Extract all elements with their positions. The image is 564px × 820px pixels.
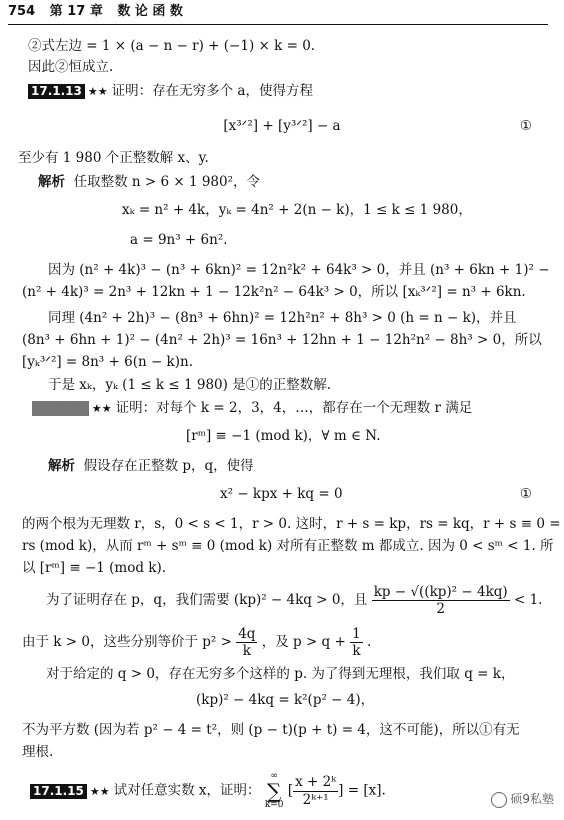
problem-17-1-14-heading [32, 398, 546, 419]
solution-line [48, 456, 546, 477]
fraction-denominator: k [352, 643, 361, 660]
text-line: rs (mod k)，从而 rᵐ + sᵐ ≡ 0 (mod k) 对所有正整数 m 都成立. 因为 0 < sᵐ < 1. 所 [22, 538, 554, 554]
watermark-text: 硕9私塾 [510, 792, 554, 806]
problem-17-1-15-heading [30, 772, 546, 810]
text-segment: = [x]. [347, 782, 386, 799]
fraction [350, 626, 363, 659]
problem-number-badge: 17.1.15 [30, 784, 87, 799]
text-line-with-fraction [22, 626, 546, 659]
text-segment: . [367, 634, 372, 651]
solution-text: 任取整数 n > 6 × 1 980²，令 [73, 174, 261, 190]
problem-statement: 试对任意实数 x，证明： [113, 782, 261, 799]
solution-text: 假设存在正整数 p，q，使得 [83, 458, 254, 474]
equation-2: xₖ = n² + 4k，yₖ = 4n² + 2(n − k)，1 ≤ k ≤ 1 980， [122, 202, 472, 218]
fraction-denominator: 2 [436, 601, 445, 618]
equation-6: (kp)² − 4kq = k²(p² − 4)， [196, 692, 375, 708]
text-line: 以 [rᵐ] ≡ −1 (mod k). [22, 560, 167, 576]
fraction-numerator: kp − √((kp)² − 4kq) [373, 584, 508, 600]
fraction [293, 774, 338, 807]
difficulty-stars-icon: ★★ [89, 784, 110, 798]
fraction-numerator: 4q [238, 626, 256, 642]
text-line: 对于给定的 q > 0，存在无穷多个这样的 p. 为了得到无理根，我们取 q = k， [46, 666, 515, 682]
fraction-denominator: 2ᵏ⁺¹ [302, 791, 329, 808]
solution-line [38, 172, 546, 193]
text-line: 同理 (4n² + 2h)³ − (8n³ + 6hn)² = 12h²n² + 8h³ > 0 (h = n − k)，并且 [48, 310, 517, 326]
problem-17-1-13-heading [28, 81, 546, 102]
text-line-with-fraction [46, 584, 546, 617]
summation-lower-limit: k=0 [264, 800, 284, 810]
text-line: (n² + 4k)³ = 2n³ + 12kn + 1 − 12k²n² − 64k³ > 0，所以 [xₖ³ᐟ²] = n³ + 6kn. [22, 284, 526, 300]
fraction-numerator: x + 2ᵏ [295, 774, 337, 791]
text-segment: 为了证明存在 p，q，我们需要 (kp)² − 4kq > 0，且 [46, 592, 368, 609]
summation-upper-limit: ∞ [270, 771, 278, 781]
text-line: 不为平方数 (因为若 p² − 4 = t²，则 (p − t)(p + t) = 4，这不可能)，所以①有无 [22, 722, 520, 738]
left-bracket: [ [287, 782, 294, 799]
right-bracket: ] [338, 782, 344, 799]
difficulty-stars-icon: ★★ [91, 402, 112, 415]
chapter-number: 第 17 章 [49, 4, 103, 19]
text-segment: < 1. [513, 592, 543, 609]
text-line: 因为 (n² + 4k)³ − (n³ + 6kn)² = 12n²k² + 64k³ > 0，并且 (n³ + 6kn + 1)² − [48, 262, 550, 278]
problem-number-badge: 17.1.13 [28, 84, 85, 99]
equation-5: x² − kpx + kq = 0 [220, 486, 343, 502]
equation-number: ① [519, 118, 532, 134]
wechat-icon [491, 792, 507, 808]
problem-statement: 证明：存在无穷多个 a，使得方程 [111, 83, 313, 99]
solution-label: 解析 [38, 174, 65, 190]
text-segment: ，及 p > q + [261, 634, 346, 651]
equation-1: [x³ᐟ²] + [y³ᐟ²] − a [223, 118, 341, 134]
text-line: 至少有 1 980 个正整数解 x、y. [18, 150, 209, 166]
fraction [372, 584, 510, 617]
watermark [491, 790, 554, 809]
text-line: 因此②恒成立. [28, 59, 114, 75]
text-line: [yₖ³ᐟ²] = 8n³ + 6(n − k)n. [22, 354, 193, 370]
fraction [236, 626, 257, 659]
equation-number: ① [519, 486, 532, 502]
fraction-numerator: 1 [352, 626, 361, 642]
problem-statement: 证明：对每个 k = 2，3，4，…，都存在一个无理数 r 满足 [115, 400, 473, 416]
difficulty-stars-icon: ★★ [87, 85, 108, 98]
summation-sign: ∑ [267, 779, 282, 803]
page-header [8, 2, 548, 25]
fraction-denominator: k [242, 643, 251, 660]
text-line: 的两个根为无理数 r，s，0 < s < 1，r > 0. 这时，r + s = kp，rs = kq，r + s ≡ 0 = [22, 516, 561, 532]
text-line: (8n³ + 6hn + 1)² − (4n² + 2h)³ = 16n³ + 12hn + 1 − 12h²n² − 8h³ > 0，所以 [22, 332, 542, 348]
text-line: ②式左边 = 1 × (a − n − r) + (−1) × k = 0. [28, 38, 316, 54]
solution-label: 解析 [48, 458, 75, 474]
equation-3: a = 9n³ + 6n². [130, 232, 228, 248]
page-number: 754 [8, 4, 36, 19]
summation [265, 772, 284, 810]
text-segment: 由于 k > 0，这些分别等价于 p² > [22, 634, 232, 651]
chapter-title: 数 论 函 数 [117, 4, 183, 19]
problem-number-badge-obscured: 17.1.14 [32, 401, 89, 416]
text-line: 理根. [22, 744, 54, 760]
equation-4: [rᵐ] ≡ −1 (mod k)，∀ m ∈ N. [186, 428, 381, 444]
text-line: 于是 xₖ，yₖ (1 ≤ k ≤ 1 980) 是①的正整数解. [48, 377, 331, 393]
